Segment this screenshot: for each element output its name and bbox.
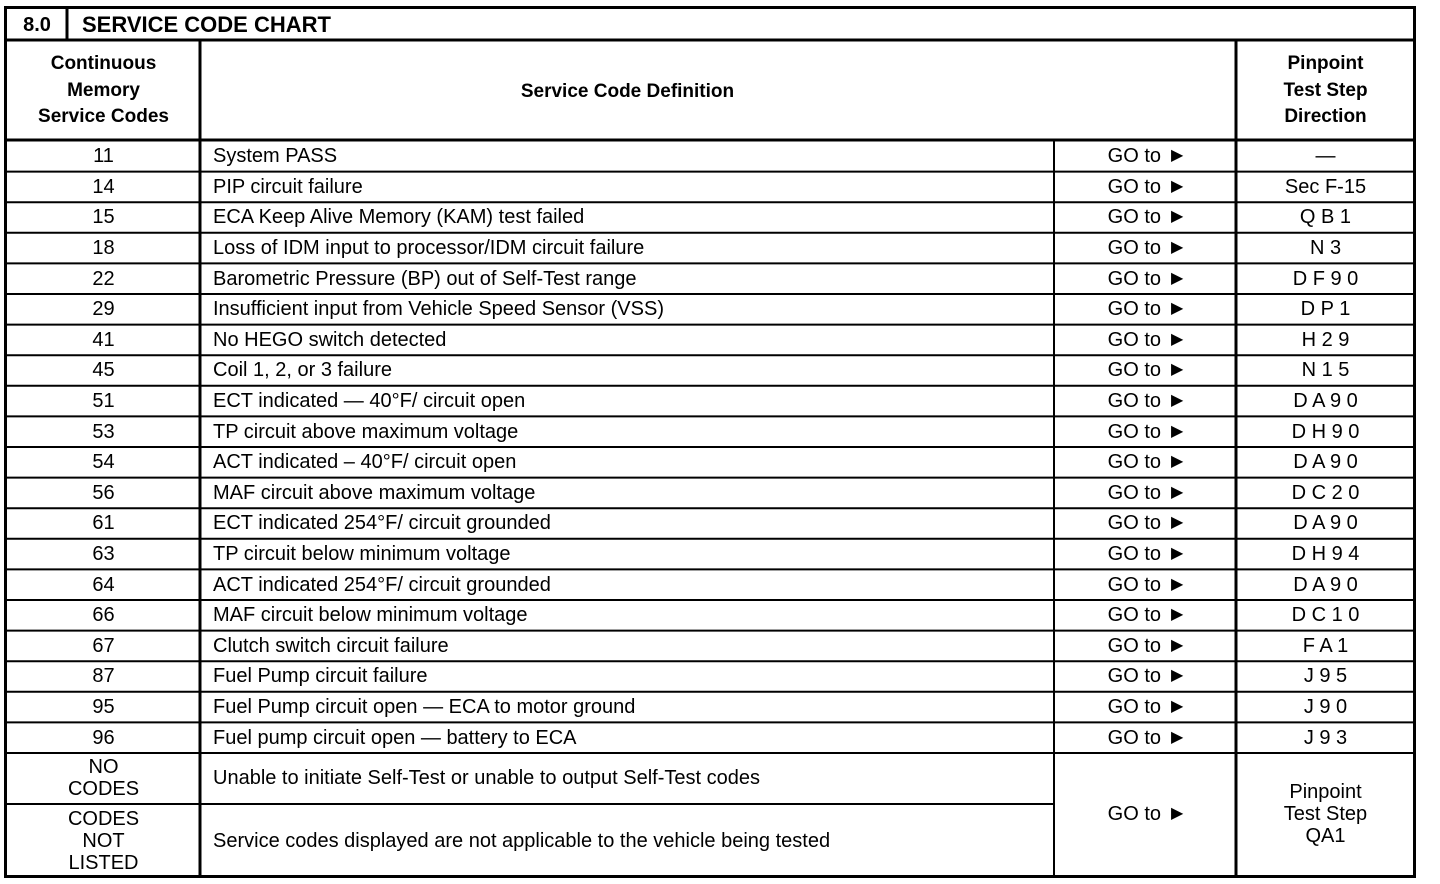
right-triangle-arrow-icon: ▶ <box>1171 698 1184 716</box>
go-to-label: GO to <box>1107 328 1162 351</box>
go-to-label: GO to <box>1107 175 1162 198</box>
row-pinpoint-step: D C 1 0 <box>1291 604 1360 627</box>
go-to-label: GO to <box>1107 634 1162 657</box>
right-triangle-arrow-icon: ▶ <box>1171 483 1184 501</box>
row-code: 11 <box>93 145 114 168</box>
go-to-label: GO to <box>1107 604 1162 627</box>
bottom-step-line-2: Test Step <box>1283 803 1368 825</box>
no-codes-label <box>7 752 200 804</box>
row-code: 18 <box>92 237 115 260</box>
go-to-label: GO to <box>1107 696 1162 719</box>
go-to-label: GO to <box>1107 512 1162 535</box>
row-pinpoint-step: N 1 5 <box>1301 359 1350 382</box>
right-triangle-arrow-icon: ▶ <box>1171 667 1184 685</box>
right-triangle-arrow-icon: ▶ <box>1171 330 1184 348</box>
header-pinpoint-line-2: Test Step <box>1283 79 1368 101</box>
header-codes <box>7 42 200 140</box>
row-definition: Fuel pump circuit open — battery to ECA <box>213 726 577 749</box>
row-pinpoint-step: D A 9 0 <box>1293 451 1358 474</box>
row-definition: ACT indicated 254°F/ circuit grounded <box>213 573 551 596</box>
row-code: 41 <box>92 328 115 351</box>
go-to-label: GO to <box>1107 359 1162 382</box>
go-to-label: GO to <box>1107 573 1162 596</box>
row-go-to <box>1055 661 1236 692</box>
row-go-to <box>1055 141 1236 172</box>
row-pinpoint-step: J 9 5 <box>1303 665 1348 688</box>
not-listed-line-1: CODES <box>67 807 140 830</box>
row-pinpoint-step: D F 9 0 <box>1292 267 1359 290</box>
right-triangle-arrow-icon: ▶ <box>1171 805 1184 822</box>
go-to-label: GO to <box>1107 481 1162 504</box>
row-pinpoint-step: D A 9 0 <box>1293 512 1358 535</box>
row-pinpoint-step: Sec F-15 <box>1284 175 1367 198</box>
go-to-label: GO to <box>1107 390 1162 413</box>
row-pinpoint-step: D C 2 0 <box>1291 481 1360 504</box>
row-code: 87 <box>92 665 115 688</box>
bottom-pinpoint-step <box>1237 752 1414 876</box>
no-codes-definition: Unable to initiate Self-Test or unable to output Self-Test codes <box>213 767 760 789</box>
go-to-label: GO to <box>1107 803 1162 825</box>
row-pinpoint-step: J 9 3 <box>1303 726 1348 749</box>
no-codes-line-2: CODES <box>67 778 140 800</box>
go-to-label: GO to <box>1107 267 1162 290</box>
row-code: 54 <box>92 451 115 474</box>
row-definition: Fuel Pump circuit failure <box>213 665 428 688</box>
row-definition: Barometric Pressure (BP) out of Self-Test range <box>213 267 637 290</box>
header-codes-line-3: Service Codes <box>38 106 169 128</box>
row-code: 95 <box>92 696 115 719</box>
row-code: 45 <box>92 359 115 382</box>
row-pinpoint-step: — <box>1315 145 1336 168</box>
not-listed-definition: Service codes displayed are not applicable to the vehicle being tested <box>213 829 831 852</box>
row-go-to <box>1055 202 1236 233</box>
row-pinpoint-step: F A 1 <box>1302 634 1349 657</box>
right-triangle-arrow-icon: ▶ <box>1171 147 1184 165</box>
row-definition: Insufficient input from Vehicle Speed Sensor (VSS) <box>213 298 664 321</box>
right-triangle-arrow-icon: ▶ <box>1171 636 1184 654</box>
right-triangle-arrow-icon: ▶ <box>1171 514 1184 532</box>
right-triangle-arrow-icon: ▶ <box>1171 575 1184 593</box>
go-to-label: GO to <box>1107 665 1162 688</box>
go-to-label: GO to <box>1107 451 1162 474</box>
row-go-to <box>1055 233 1236 264</box>
row-pinpoint-step: D A 9 0 <box>1293 390 1358 413</box>
no-codes-line-1: NO <box>88 756 119 778</box>
header-codes-line-2: Memory <box>67 79 140 101</box>
row-definition: System PASS <box>213 145 338 168</box>
row-code: 56 <box>92 481 115 504</box>
row-code: 63 <box>92 543 115 566</box>
right-triangle-arrow-icon: ▶ <box>1171 177 1184 195</box>
right-triangle-arrow-icon: ▶ <box>1171 239 1184 257</box>
row-go-to <box>1055 569 1236 600</box>
go-to-label: GO to <box>1107 420 1162 443</box>
row-pinpoint-step: J 9 0 <box>1303 696 1348 719</box>
row-definition: ACT indicated – 40°F/ circuit open <box>213 451 517 474</box>
row-definition: TP circuit above maximum voltage <box>213 420 519 443</box>
row-definition: PIP circuit failure <box>213 175 363 198</box>
row-code: 29 <box>92 298 115 321</box>
not-listed-line-2: NOT <box>82 829 125 852</box>
row-code: 14 <box>92 175 115 198</box>
header-pinpoint <box>1237 42 1414 140</box>
go-to-label: GO to <box>1107 237 1162 260</box>
row-definition: Fuel Pump circuit open — ECA to motor ground <box>213 696 636 719</box>
right-triangle-arrow-icon: ▶ <box>1171 269 1184 287</box>
row-code: 22 <box>92 267 115 290</box>
chart-title: SERVICE CODE CHART <box>82 11 331 37</box>
section-number: 8.0 <box>23 13 51 36</box>
row-definition: ECA Keep Alive Memory (KAM) test failed <box>213 206 585 229</box>
row-pinpoint-step: D H 9 0 <box>1291 420 1360 443</box>
right-triangle-arrow-icon: ▶ <box>1171 453 1184 471</box>
row-code: 61 <box>92 512 115 535</box>
right-triangle-arrow-icon: ▶ <box>1171 606 1184 624</box>
row-go-to <box>1055 325 1236 356</box>
row-code: 96 <box>92 726 115 749</box>
row-pinpoint-step: N 3 <box>1309 237 1342 260</box>
row-definition: TP circuit below minimum voltage <box>213 543 511 566</box>
row-go-to <box>1055 263 1236 294</box>
right-triangle-arrow-icon: ▶ <box>1171 300 1184 318</box>
row-go-to <box>1055 692 1236 723</box>
right-triangle-arrow-icon: ▶ <box>1171 208 1184 226</box>
row-go-to <box>1055 508 1236 539</box>
row-code: 15 <box>92 206 115 229</box>
row-go-to <box>1055 631 1236 662</box>
row-go-to <box>1055 478 1236 509</box>
right-triangle-arrow-icon: ▶ <box>1171 392 1184 410</box>
go-to-label: GO to <box>1107 543 1162 566</box>
right-triangle-arrow-icon: ▶ <box>1171 361 1184 379</box>
go-to-label: GO to <box>1107 206 1162 229</box>
row-pinpoint-step: D P 1 <box>1300 298 1351 321</box>
header-pinpoint-line-3: Direction <box>1284 106 1367 128</box>
right-triangle-arrow-icon: ▶ <box>1171 422 1184 440</box>
row-pinpoint-step: D A 9 0 <box>1293 573 1358 596</box>
row-code: 51 <box>92 390 115 413</box>
row-definition: Coil 1, 2, or 3 failure <box>213 359 392 382</box>
not-listed-label <box>7 805 200 876</box>
row-pinpoint-step: H 2 9 <box>1301 328 1350 351</box>
row-definition: MAF circuit above maximum voltage <box>213 481 536 504</box>
row-definition: Clutch switch circuit failure <box>213 634 449 657</box>
service-code-chart <box>4 6 1416 878</box>
row-definition: No HEGO switch detected <box>213 328 447 351</box>
row-go-to <box>1055 600 1236 631</box>
row-go-to <box>1055 447 1236 478</box>
row-pinpoint-step: Q B 1 <box>1299 206 1352 229</box>
row-definition: MAF circuit below minimum voltage <box>213 604 528 627</box>
row-go-to <box>1055 355 1236 386</box>
bottom-go-to <box>1055 752 1236 876</box>
row-go-to <box>1055 539 1236 570</box>
row-code: 64 <box>92 573 115 596</box>
go-to-label: GO to <box>1107 726 1162 749</box>
row-code: 66 <box>92 604 115 627</box>
row-go-to <box>1055 416 1236 447</box>
row-go-to <box>1055 294 1236 325</box>
go-to-label: GO to <box>1107 298 1162 321</box>
not-listed-line-3: LISTED <box>68 851 139 874</box>
header-codes-line-1: Continuous <box>50 53 157 75</box>
row-code: 53 <box>92 420 115 443</box>
bottom-step-line-3: QA1 <box>1305 825 1346 847</box>
row-code: 67 <box>92 634 115 657</box>
right-triangle-arrow-icon: ▶ <box>1171 545 1184 563</box>
bottom-step-line-1: Pinpoint <box>1289 781 1362 803</box>
row-go-to <box>1055 386 1236 417</box>
row-definition: Loss of IDM input to processor/IDM circuit failure <box>213 237 645 260</box>
right-triangle-arrow-icon: ▶ <box>1171 728 1184 746</box>
go-to-label: GO to <box>1107 145 1162 168</box>
row-definition: ECT indicated 254°F/ circuit grounded <box>213 512 551 535</box>
header-definition: Service Code Definition <box>520 80 735 102</box>
row-pinpoint-step: D H 9 4 <box>1291 543 1360 566</box>
row-go-to <box>1055 722 1236 753</box>
header-pinpoint-line-1: Pinpoint <box>1287 53 1364 75</box>
row-definition: ECT indicated — 40°F/ circuit open <box>213 390 526 413</box>
row-go-to <box>1055 172 1236 203</box>
